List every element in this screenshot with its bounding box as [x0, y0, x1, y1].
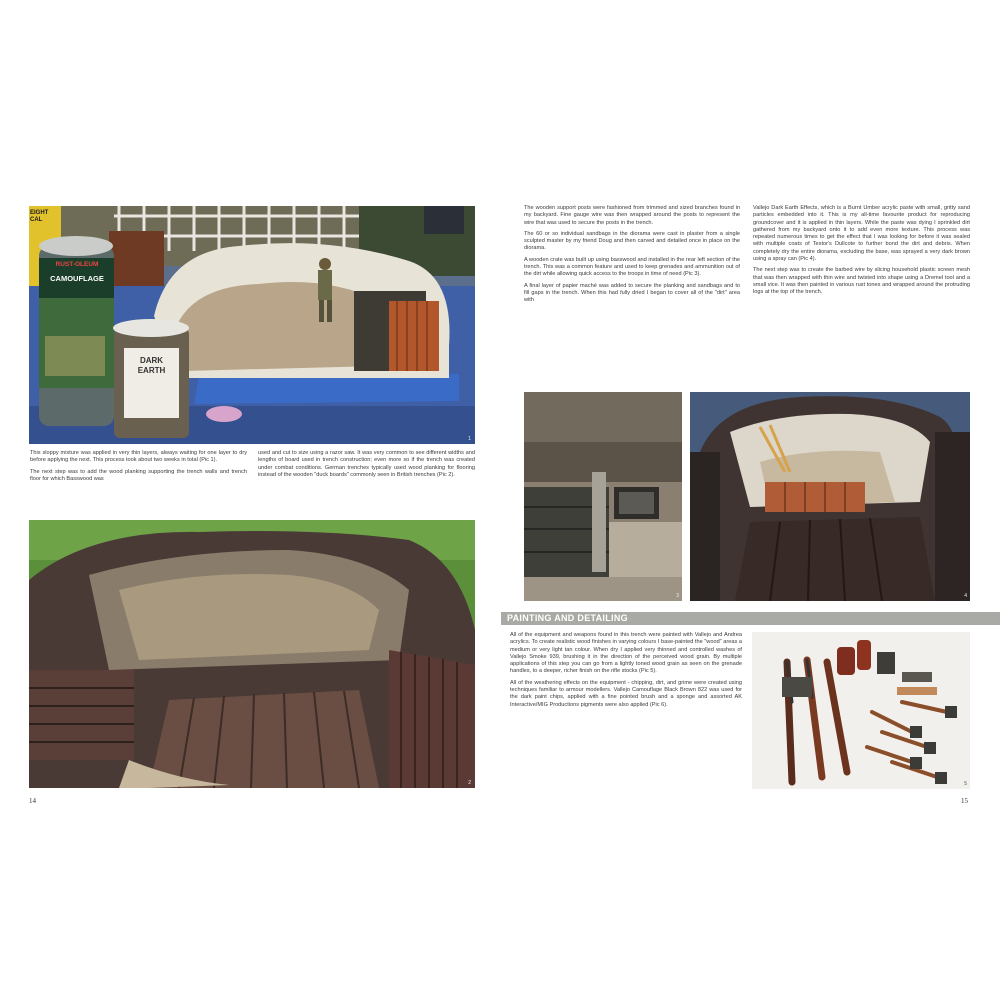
right-text-column-3 [510, 632, 742, 713]
jar-label-line1: DARK [139, 356, 164, 365]
photo-trench-crate-closeup [524, 392, 682, 601]
paragraph: All of the weathering effects on the equipment - chipping, dirt, and grime were created using techniques familiar to armour modellers. Vallejo Camouflage Black Brown 822 was used for the dark paint chips, applied with a fine pointed brush and a sponge and assorted AK Interactive/MIG Productions pigments were also applied (Pic 6). [510, 679, 742, 708]
page-number-left: 14 [29, 797, 36, 805]
pic-number: 1 [468, 436, 471, 442]
paragraph: The next step was to add the wood planking supporting the trench walls and trench floor for which Basswood was [30, 468, 247, 482]
left-text-column-1 [30, 450, 247, 487]
page-number-right: 15 [961, 797, 968, 805]
photo-painted-equipment [752, 632, 970, 789]
photo-trench-overview [690, 392, 970, 601]
photo-diorama-materials [29, 206, 475, 444]
paragraph: Vallejo Dark Earth Effects, which is a Burnt Umber acrylic paste with small, gritty sand particles embedded into it. This is my all-time favourite product for reproducing groundcover and it is applied in thin layers. While the paste was dying I sprinkled dirt gathered from my backyard onto it to add even more texture. This process was repeated numerous times to get the effect that I was looking for before it was sealed with multiple coats of Testor's Dullcote to further bond the dirt and debris. When completely dry the entire diorama, excluding the base, was sprayed a very dark brown using a spray can (Pic 4). [753, 205, 970, 263]
pic-number: 2 [468, 780, 471, 786]
paragraph: This sloppy mixture was applied in very thin layers, always waiting for one layer to dry before applying the next. This process took about two weeks in total (Pic 1). [30, 450, 247, 464]
paragraph: All of the equipment and weapons found in this trench were painted with Vallejo and Andrea acrylics. To create realistic wood finishes in varying colours I base-painted the "wood" areas a medium or very light tan colour. When dry I applied very thinned and controlled washes of Vallejo Smoke 939, brushing it in the direction of the perceived wood grain. By multiple applications of this step you can go from a lightly toned wood grain as seen on the grenade handles, to a deeper, richer finish on the rifle stocks (Pic 5). [510, 632, 742, 675]
can-product-label: CAMOUFLAGE [50, 274, 104, 283]
section-heading-bar [501, 612, 1000, 625]
paragraph: A final layer of papier maché was added to secure the planking and sandbags and to fill gaps in the trench. When this had fully dried I began to cover all of the "dirt" area with [524, 282, 740, 304]
paragraph: The wooden support posts were fashioned from trimmed and sized branches found in my backyard. Fine gauge wire was then wrapped around the posts to represent the wire that was used to secure the posts in the trench. [524, 205, 740, 226]
jar-label-line2: EARTH [137, 366, 166, 375]
paragraph: The 60 or so individual sandbags in the diorama were cast in plaster from a single sculpted master by my friend Doug and then carved and detailed once in place on the diorama. [524, 230, 740, 252]
right-text-column-1 [524, 205, 740, 309]
right-text-column-2 [753, 205, 970, 301]
decal-label: EIGHT CAL [30, 210, 49, 223]
pic-number: 3 [676, 593, 679, 599]
can-brand-label: RUST-OLEUM [55, 261, 99, 268]
pic-number: 5 [964, 781, 967, 787]
paragraph: used and cut to size using a razor saw. It was very common to see different widths and lengths of board used in trench construction; even more so if the trench was created under combat conditions. German trenches typically used wood planking for flooring instead of the wooden "duck boards" commonly seen in British trenches (Pic 2). [258, 450, 475, 478]
section-heading: PAINTING AND DETAILING [507, 613, 628, 623]
photo-trench-planking [29, 520, 475, 788]
left-text-column-2 [258, 450, 475, 483]
paragraph: The next step was to create the barbed wire by slicing household plastic screen mesh that was then wrapped with thin wire and twisted into shape using a Dremel tool and a small vice. It was then painted in various rust tones and wrapped around the protruding logs at the top of the trench. [753, 267, 970, 296]
paragraph: A wooden crate was built up using basswood and installed in the rear left section of the trench. This was a common feature and used to keep grenades and ammunition out of the dirt while allowing quick access to the troops in time of need (Pic 3). [524, 256, 740, 278]
pic-number: 4 [964, 593, 967, 599]
